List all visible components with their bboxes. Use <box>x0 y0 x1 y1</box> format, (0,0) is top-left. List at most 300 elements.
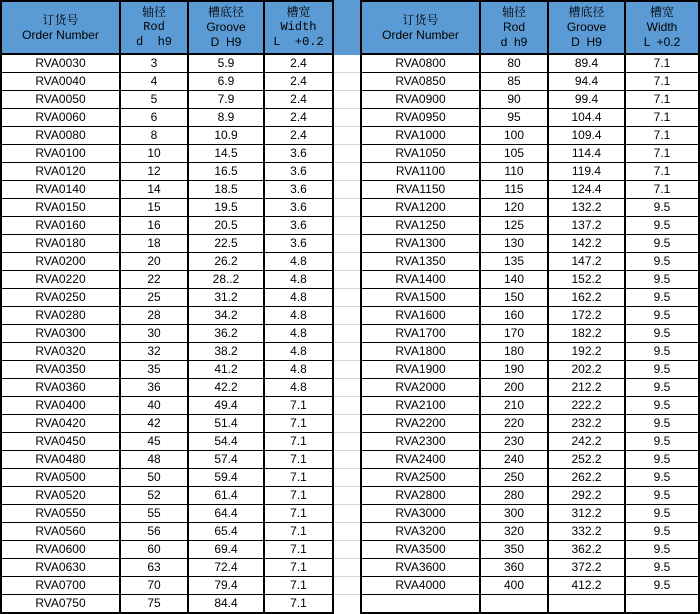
rod-cell: 4 <box>120 73 188 91</box>
rod-cell: 5 <box>120 91 188 109</box>
groove-cell: 104.4 <box>548 109 625 127</box>
order-number-cell: RVA0700 <box>1 577 120 595</box>
table-row <box>1 253 333 271</box>
width-cell: 2.4 <box>264 109 333 127</box>
width-cell: 7.1 <box>625 73 699 91</box>
width-cell: 4.8 <box>264 253 333 271</box>
groove-cell: 412.2 <box>548 577 625 595</box>
table-body-left <box>1 54 333 613</box>
table-row <box>361 541 699 559</box>
rod-cell: 180 <box>480 343 548 361</box>
table-row <box>361 577 699 595</box>
order-number-cell: RVA1150 <box>361 181 480 199</box>
header-order-number <box>1 1 120 54</box>
groove-cell: 72.4 <box>188 559 264 577</box>
rod-cell: 35 <box>120 361 188 379</box>
groove-cell: 7.9 <box>188 91 264 109</box>
gap-header-fill <box>334 0 360 55</box>
rod-cell: 15 <box>120 199 188 217</box>
rod-cell: 160 <box>480 307 548 325</box>
order-number-cell: RVA0800 <box>361 54 480 73</box>
width-cell: 3.6 <box>264 199 333 217</box>
table-row <box>361 505 699 523</box>
rod-cell: 230 <box>480 433 548 451</box>
rod-cell: 40 <box>120 397 188 415</box>
order-number-cell: RVA2500 <box>361 469 480 487</box>
groove-cell: 202.2 <box>548 361 625 379</box>
width-cell: 7.1 <box>264 397 333 415</box>
order-number-cell: RVA3200 <box>361 523 480 541</box>
table-header-right <box>361 1 699 54</box>
width-cell: 9.5 <box>625 307 699 325</box>
width-cell: 9.5 <box>625 343 699 361</box>
rod-cell: 80 <box>480 54 548 73</box>
width-cell: 9.5 <box>625 523 699 541</box>
gap-gridlines <box>334 55 360 610</box>
groove-cell: 114.4 <box>548 145 625 163</box>
width-cell: 9.5 <box>625 217 699 235</box>
order-number-cell: RVA1350 <box>361 253 480 271</box>
groove-cell: 18.5 <box>188 181 264 199</box>
table-row <box>1 577 333 595</box>
rod-cell: 150 <box>480 289 548 307</box>
groove-cell: 61.4 <box>188 487 264 505</box>
table-row <box>1 91 333 109</box>
rod-cell: 100 <box>480 127 548 145</box>
header-rod-tolerance: d h9 <box>500 35 528 49</box>
order-number-cell: RVA2800 <box>361 487 480 505</box>
groove-cell: 147.2 <box>548 253 625 271</box>
header-groove <box>188 1 264 54</box>
header-rod-zh: 轴径 <box>141 5 166 19</box>
spec-table-right <box>360 0 700 614</box>
header-rod <box>480 1 548 54</box>
rod-cell: 75 <box>120 595 188 614</box>
rod-cell: 140 <box>480 271 548 289</box>
groove-cell: 109.4 <box>548 127 625 145</box>
groove-cell: 119.4 <box>548 163 625 181</box>
groove-cell: 89.4 <box>548 54 625 73</box>
groove-cell: 54.4 <box>188 433 264 451</box>
rod-cell: 105 <box>480 145 548 163</box>
rod-cell: 120 <box>480 199 548 217</box>
order-number-cell: RVA0850 <box>361 73 480 91</box>
width-cell: 7.1 <box>264 505 333 523</box>
groove-cell: 10.9 <box>188 127 264 145</box>
table-row <box>1 325 333 343</box>
width-cell: 7.1 <box>264 541 333 559</box>
rod-cell: 30 <box>120 325 188 343</box>
order-number-cell: RVA0450 <box>1 433 120 451</box>
order-number-cell: RVA0050 <box>1 91 120 109</box>
groove-cell: 222.2 <box>548 397 625 415</box>
groove-cell: 79.4 <box>188 577 264 595</box>
table-row <box>361 127 699 145</box>
table-row <box>1 595 333 614</box>
order-number-cell: RVA0160 <box>1 217 120 235</box>
table-row <box>1 109 333 127</box>
table-row <box>1 73 333 91</box>
groove-cell: 137.2 <box>548 217 625 235</box>
table-row <box>361 469 699 487</box>
width-cell: 7.1 <box>625 91 699 109</box>
rod-cell: 6 <box>120 109 188 127</box>
groove-cell: 36.2 <box>188 325 264 343</box>
table-row <box>361 343 699 361</box>
table-row <box>361 595 699 614</box>
table-row <box>361 361 699 379</box>
order-number-cell: RVA3500 <box>361 541 480 559</box>
groove-cell: 124.4 <box>548 181 625 199</box>
groove-cell: 64.4 <box>188 505 264 523</box>
groove-cell: 162.2 <box>548 289 625 307</box>
table-row <box>1 217 333 235</box>
groove-cell: 26.2 <box>188 253 264 271</box>
table-row <box>1 289 333 307</box>
rod-cell: 52 <box>120 487 188 505</box>
order-number-cell: RVA0120 <box>1 163 120 181</box>
table-row <box>361 307 699 325</box>
table-row <box>361 451 699 469</box>
rod-cell: 220 <box>480 415 548 433</box>
width-cell: 9.5 <box>625 253 699 271</box>
header-width-zh: 槽宽 <box>649 5 674 19</box>
order-number-cell: RVA4000 <box>361 577 480 595</box>
width-cell: 7.1 <box>625 127 699 145</box>
table-row <box>361 289 699 307</box>
order-number-cell: RVA0030 <box>1 54 120 73</box>
order-number-cell: RVA0750 <box>1 595 120 614</box>
width-cell: 7.1 <box>625 54 699 73</box>
table-row <box>361 54 699 73</box>
table-row <box>361 559 699 577</box>
groove-cell: 38.2 <box>188 343 264 361</box>
width-cell <box>625 595 699 614</box>
groove-cell: 242.2 <box>548 433 625 451</box>
order-number-cell: RVA1100 <box>361 163 480 181</box>
groove-cell: 262.2 <box>548 469 625 487</box>
width-cell: 7.1 <box>625 109 699 127</box>
groove-cell <box>548 595 625 614</box>
order-number-cell: RVA0480 <box>1 451 120 469</box>
header-width-tolerance: L +0.2 <box>643 35 681 49</box>
order-number-cell: RVA3600 <box>361 559 480 577</box>
order-number-cell: RVA0180 <box>1 235 120 253</box>
table-row <box>1 127 333 145</box>
order-number-cell: RVA1500 <box>361 289 480 307</box>
spreadsheet-gap-column <box>334 0 360 614</box>
groove-cell: 14.5 <box>188 145 264 163</box>
order-number-cell: RVA0060 <box>1 109 120 127</box>
rod-cell: 3 <box>120 54 188 73</box>
table-row <box>1 469 333 487</box>
rod-cell: 240 <box>480 451 548 469</box>
table-row <box>1 307 333 325</box>
width-cell: 3.6 <box>264 145 333 163</box>
rod-cell: 36 <box>120 379 188 397</box>
rod-cell: 48 <box>120 451 188 469</box>
table-row <box>1 559 333 577</box>
order-number-cell: RVA1050 <box>361 145 480 163</box>
header-row <box>361 1 699 54</box>
rod-cell: 360 <box>480 559 548 577</box>
width-cell: 9.5 <box>625 559 699 577</box>
order-number-cell: RVA0400 <box>1 397 120 415</box>
table-row <box>361 235 699 253</box>
groove-cell: 51.4 <box>188 415 264 433</box>
header-order-en: Order Number <box>382 27 459 42</box>
table-row <box>1 433 333 451</box>
table-row <box>361 433 699 451</box>
order-number-cell: RVA0140 <box>1 181 120 199</box>
header-order-zh: 订货号 <box>42 12 79 27</box>
table-row <box>1 379 333 397</box>
rod-cell: 56 <box>120 523 188 541</box>
groove-cell: 19.5 <box>188 199 264 217</box>
groove-cell: 312.2 <box>548 505 625 523</box>
rod-cell: 12 <box>120 163 188 181</box>
table-row <box>361 523 699 541</box>
rod-cell: 63 <box>120 559 188 577</box>
groove-cell: 212.2 <box>548 379 625 397</box>
groove-cell: 362.2 <box>548 541 625 559</box>
groove-cell: 22.5 <box>188 235 264 253</box>
groove-cell: 232.2 <box>548 415 625 433</box>
rod-cell: 95 <box>480 109 548 127</box>
width-cell: 3.6 <box>264 163 333 181</box>
width-cell: 7.1 <box>264 487 333 505</box>
width-cell: 3.6 <box>264 217 333 235</box>
rod-cell: 350 <box>480 541 548 559</box>
width-cell: 4.8 <box>264 343 333 361</box>
table-row <box>1 415 333 433</box>
width-cell: 9.5 <box>625 325 699 343</box>
groove-cell: 152.2 <box>548 271 625 289</box>
table-row <box>361 199 699 217</box>
header-rod-zh: 轴径 <box>501 5 526 19</box>
header-width-tolerance: L +0.2 <box>273 35 324 49</box>
width-cell: 2.4 <box>264 73 333 91</box>
width-cell: 9.5 <box>625 541 699 559</box>
order-number-cell: RVA0550 <box>1 505 120 523</box>
width-cell: 3.6 <box>264 181 333 199</box>
groove-cell: 192.2 <box>548 343 625 361</box>
header-rod-en: Rod <box>502 20 525 34</box>
groove-cell: 132.2 <box>548 199 625 217</box>
header-groove-en: Groove <box>206 20 246 34</box>
rod-cell: 20 <box>120 253 188 271</box>
header-groove-zh: 槽底径 <box>207 5 244 19</box>
groove-cell: 28..2 <box>188 271 264 289</box>
width-cell: 4.8 <box>264 379 333 397</box>
header-width-en: Width <box>646 20 678 34</box>
order-number-cell: RVA0320 <box>1 343 120 361</box>
groove-cell: 65.4 <box>188 523 264 541</box>
width-cell: 4.8 <box>264 307 333 325</box>
header-width-en: Width <box>280 20 317 34</box>
rod-cell: 60 <box>120 541 188 559</box>
order-number-cell: RVA0420 <box>1 415 120 433</box>
width-cell: 7.1 <box>264 559 333 577</box>
table-header-left <box>1 1 333 54</box>
rod-cell: 90 <box>480 91 548 109</box>
width-cell: 7.1 <box>264 451 333 469</box>
rod-cell: 50 <box>120 469 188 487</box>
table-row <box>1 145 333 163</box>
header-groove <box>548 1 625 54</box>
table-body-right <box>361 54 699 613</box>
groove-cell: 332.2 <box>548 523 625 541</box>
header-order-en: Order Number <box>22 27 99 42</box>
table-row <box>1 54 333 73</box>
rod-cell: 18 <box>120 235 188 253</box>
rod-cell: 42 <box>120 415 188 433</box>
order-number-cell: RVA0950 <box>361 109 480 127</box>
rod-cell: 85 <box>480 73 548 91</box>
width-cell: 9.5 <box>625 289 699 307</box>
order-number-cell: RVA0900 <box>361 91 480 109</box>
width-cell: 7.1 <box>264 577 333 595</box>
order-number-cell: RVA2100 <box>361 397 480 415</box>
width-cell: 7.1 <box>264 595 333 614</box>
groove-cell: 99.4 <box>548 91 625 109</box>
table-row <box>1 163 333 181</box>
rod-cell: 280 <box>480 487 548 505</box>
width-cell: 4.8 <box>264 361 333 379</box>
width-cell: 9.5 <box>625 487 699 505</box>
header-groove-en: Groove <box>566 20 607 34</box>
width-cell: 4.8 <box>264 325 333 343</box>
table-row <box>1 181 333 199</box>
groove-cell: 57.4 <box>188 451 264 469</box>
order-number-cell: RVA1000 <box>361 127 480 145</box>
header-rod-en: Rod <box>143 20 165 34</box>
groove-cell: 84.4 <box>188 595 264 614</box>
order-number-cell: RVA0200 <box>1 253 120 271</box>
header-row <box>1 1 333 54</box>
table-row <box>361 325 699 343</box>
width-cell: 2.4 <box>264 91 333 109</box>
width-cell: 4.8 <box>264 289 333 307</box>
rod-cell: 320 <box>480 523 548 541</box>
header-width <box>264 1 333 54</box>
order-number-cell: RVA1200 <box>361 199 480 217</box>
width-cell: 9.5 <box>625 271 699 289</box>
order-number-cell: RVA1700 <box>361 325 480 343</box>
rod-cell: 32 <box>120 343 188 361</box>
order-number-cell: RVA2000 <box>361 379 480 397</box>
groove-cell: 59.4 <box>188 469 264 487</box>
rod-cell: 300 <box>480 505 548 523</box>
header-groove-zh: 槽底径 <box>568 5 605 19</box>
order-number-cell: RVA1900 <box>361 361 480 379</box>
table-row <box>1 343 333 361</box>
rod-cell: 22 <box>120 271 188 289</box>
width-cell: 9.5 <box>625 397 699 415</box>
groove-cell: 31.2 <box>188 289 264 307</box>
table-row <box>1 523 333 541</box>
groove-cell: 182.2 <box>548 325 625 343</box>
width-cell: 9.5 <box>625 505 699 523</box>
table-row <box>361 379 699 397</box>
groove-cell: 49.4 <box>188 397 264 415</box>
table-row <box>1 199 333 217</box>
groove-cell: 6.9 <box>188 73 264 91</box>
rod-cell: 115 <box>480 181 548 199</box>
rod-cell: 25 <box>120 289 188 307</box>
groove-cell: 172.2 <box>548 307 625 325</box>
order-number-cell: RVA0500 <box>1 469 120 487</box>
width-cell: 7.1 <box>625 181 699 199</box>
width-cell: 2.4 <box>264 54 333 73</box>
rod-cell: 14 <box>120 181 188 199</box>
groove-cell: 42.2 <box>188 379 264 397</box>
table-row <box>1 541 333 559</box>
order-number-cell: RVA0360 <box>1 379 120 397</box>
width-cell: 9.5 <box>625 361 699 379</box>
width-cell: 9.5 <box>625 577 699 595</box>
groove-cell: 372.2 <box>548 559 625 577</box>
spec-table-left <box>0 0 334 614</box>
rod-cell: 135 <box>480 253 548 271</box>
table-row <box>361 487 699 505</box>
rod-cell: 200 <box>480 379 548 397</box>
order-number-cell: RVA0150 <box>1 199 120 217</box>
width-cell: 9.5 <box>625 433 699 451</box>
table-row <box>1 271 333 289</box>
order-number-cell: RVA0220 <box>1 271 120 289</box>
table-row <box>1 397 333 415</box>
table-row <box>361 181 699 199</box>
groove-cell: 69.4 <box>188 541 264 559</box>
header-width-zh: 槽宽 <box>286 5 311 19</box>
table-row <box>1 361 333 379</box>
table-row <box>361 73 699 91</box>
rod-cell: 400 <box>480 577 548 595</box>
header-groove-tolerance: D H9 <box>210 35 242 49</box>
width-cell: 4.8 <box>264 271 333 289</box>
table-row <box>361 253 699 271</box>
header-rod <box>120 1 188 54</box>
order-number-cell: RVA2300 <box>361 433 480 451</box>
order-number-cell: RVA1300 <box>361 235 480 253</box>
groove-cell: 252.2 <box>548 451 625 469</box>
table-row <box>1 235 333 253</box>
width-cell: 9.5 <box>625 469 699 487</box>
header-groove-tolerance: D H9 <box>571 35 602 49</box>
width-cell: 7.1 <box>264 523 333 541</box>
table-row <box>361 397 699 415</box>
rod-cell: 55 <box>120 505 188 523</box>
groove-cell: 20.5 <box>188 217 264 235</box>
groove-cell: 94.4 <box>548 73 625 91</box>
header-order-zh: 订货号 <box>402 12 439 27</box>
order-number-cell: RVA1250 <box>361 217 480 235</box>
order-number-cell: RVA0520 <box>1 487 120 505</box>
header-width <box>625 1 699 54</box>
table-row <box>361 217 699 235</box>
width-cell: 9.5 <box>625 235 699 253</box>
header-rod-tolerance: d h9 <box>135 35 172 49</box>
table-row <box>1 487 333 505</box>
table-row <box>1 505 333 523</box>
width-cell: 7.1 <box>625 145 699 163</box>
rod-cell: 10 <box>120 145 188 163</box>
order-number-cell: RVA0600 <box>1 541 120 559</box>
rod-cell: 210 <box>480 397 548 415</box>
order-number-cell: RVA0630 <box>1 559 120 577</box>
groove-cell: 41.2 <box>188 361 264 379</box>
